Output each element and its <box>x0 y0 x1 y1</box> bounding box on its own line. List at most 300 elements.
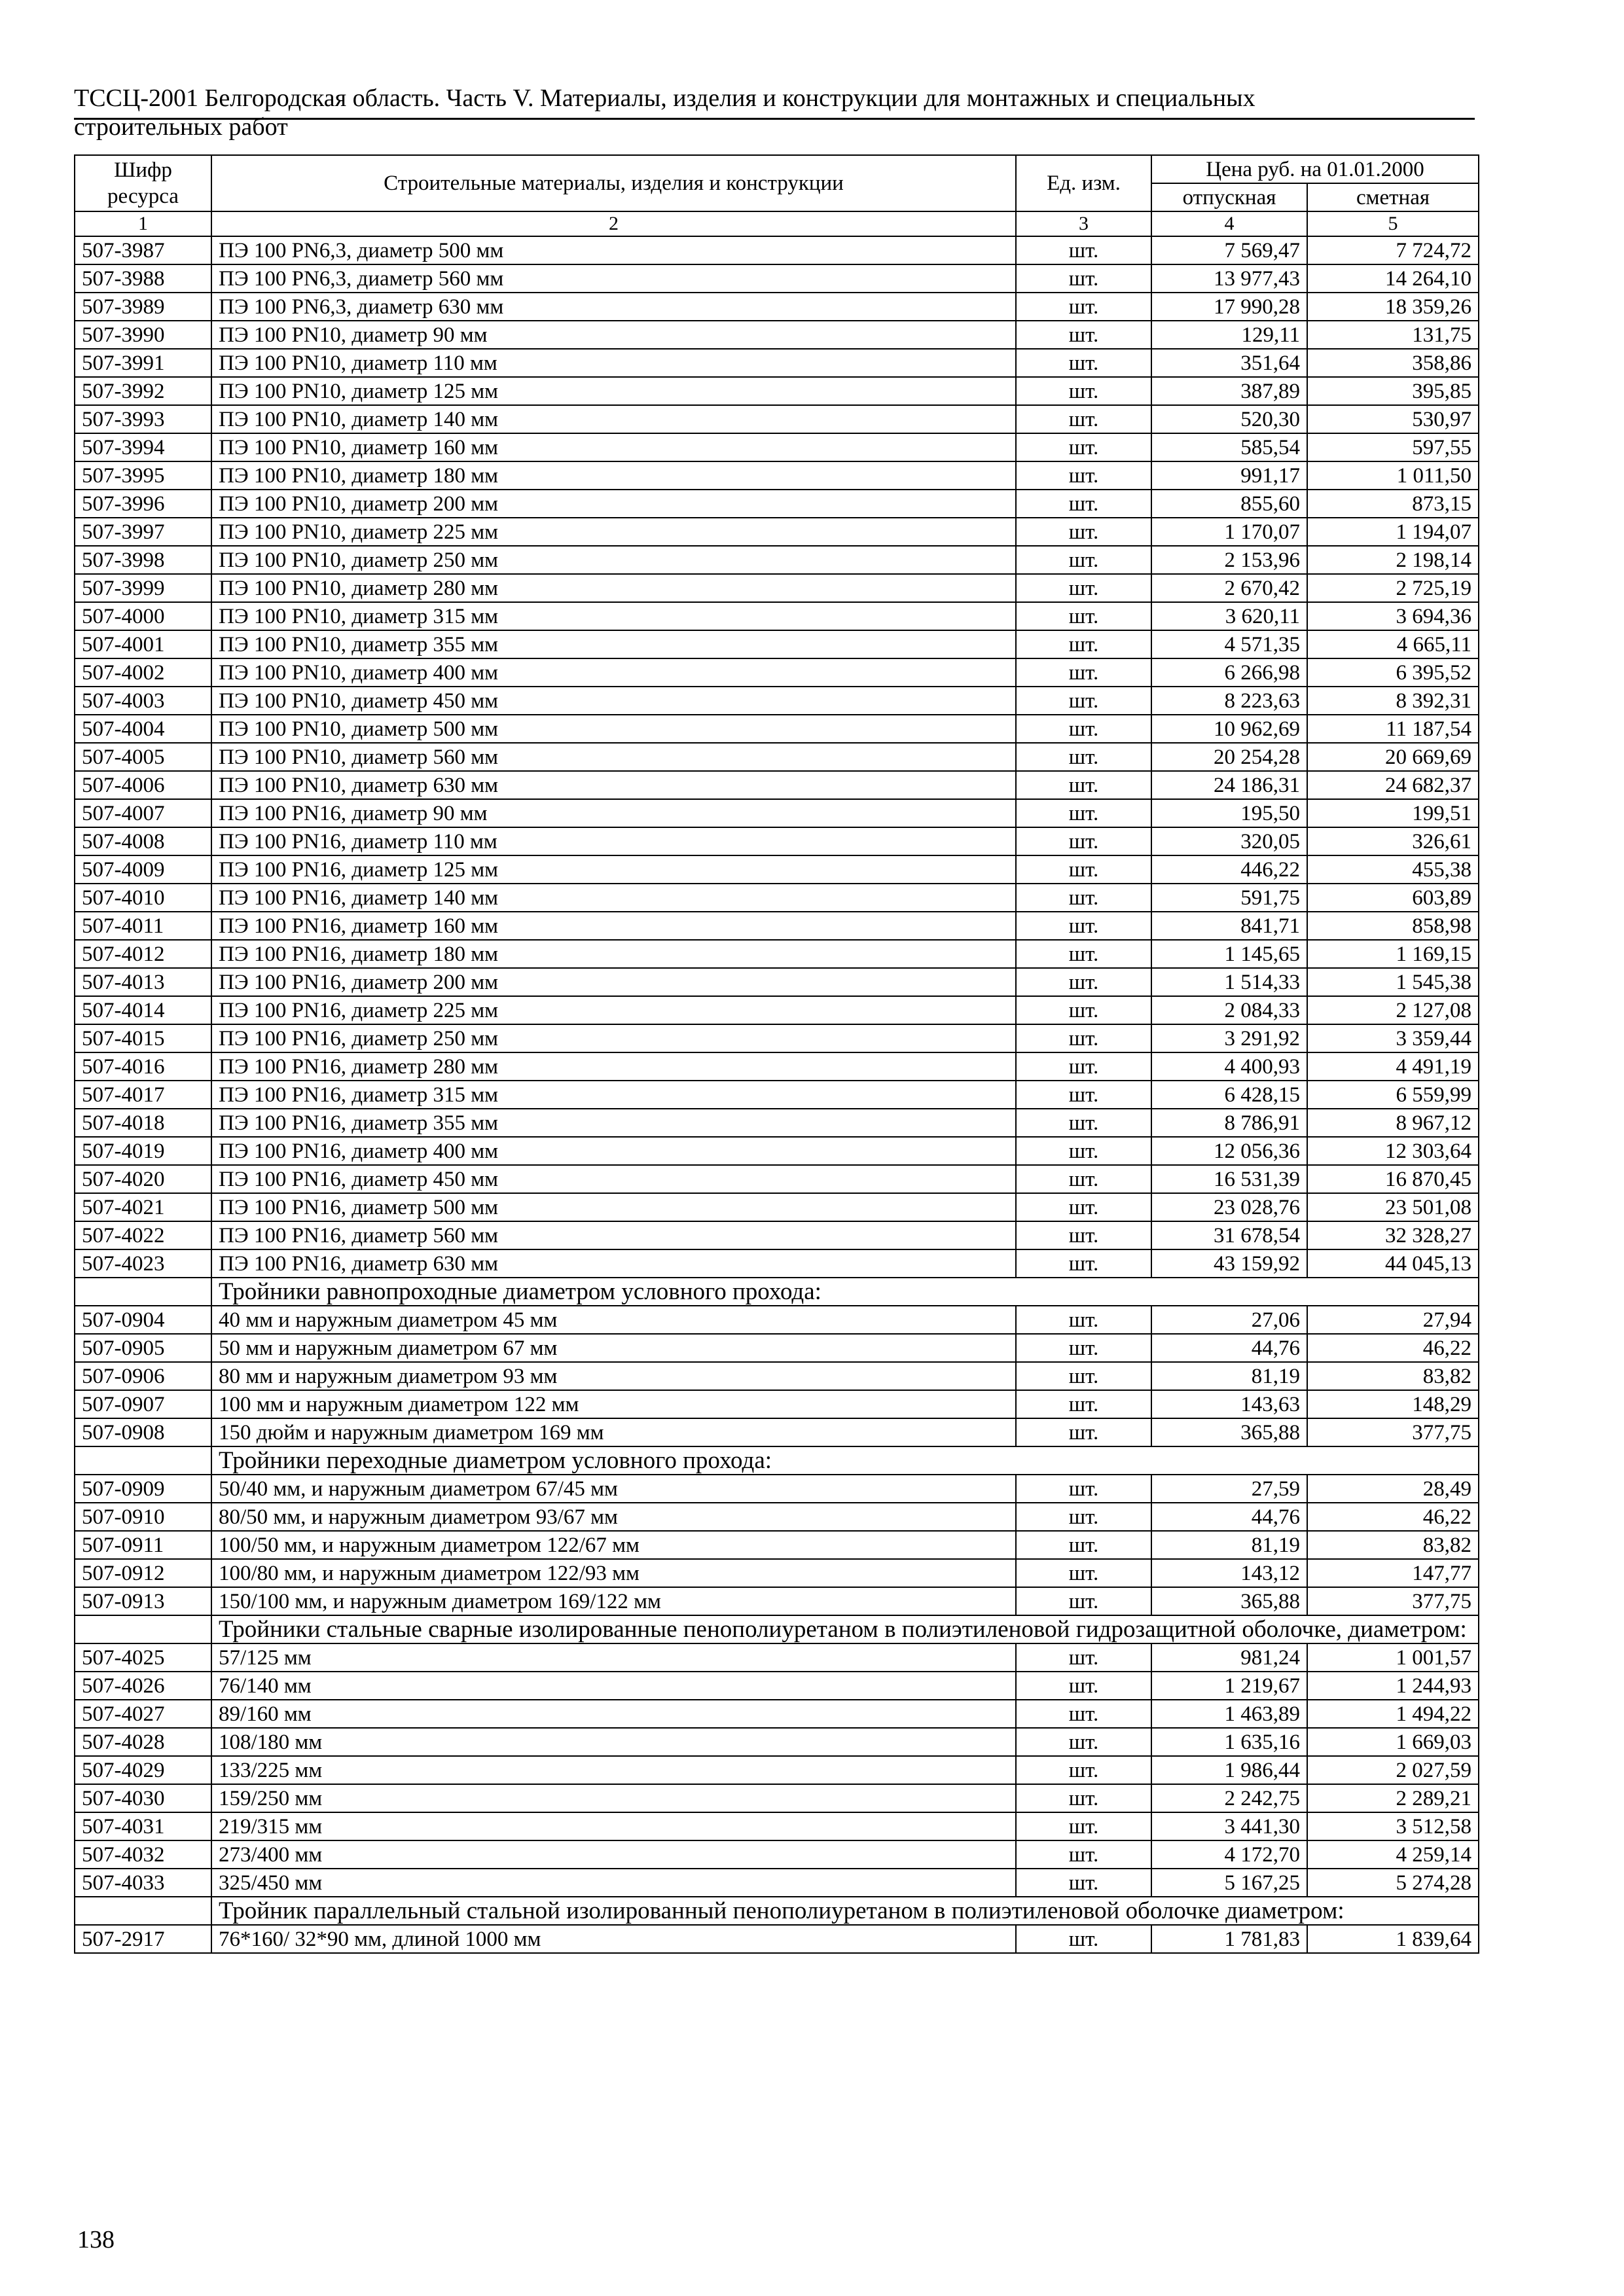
column-header-estimate-price: сметная <box>1307 183 1479 211</box>
release-price-cell: 1 781,83 <box>1151 1925 1307 1953</box>
table-row <box>75 264 1479 293</box>
table-row <box>75 1925 1479 1953</box>
estimate-price-cell: 83,82 <box>1307 1531 1479 1559</box>
column-header-code: Шифр ресурса <box>75 155 211 211</box>
resource-code-cell: 507-4030 <box>75 1784 211 1812</box>
release-price-cell: 143,12 <box>1151 1559 1307 1587</box>
table-row <box>75 687 1479 715</box>
table-row <box>75 1418 1479 1446</box>
resource-code-cell: 507-0913 <box>75 1587 211 1615</box>
unit-cell: шт. <box>1016 771 1151 799</box>
table-body <box>75 236 1479 1953</box>
release-price-cell: 591,75 <box>1151 884 1307 912</box>
table-row <box>75 1840 1479 1869</box>
material-name-cell: ПЭ 100 PN10, диаметр 280 мм <box>211 574 1016 602</box>
unit-cell: шт. <box>1016 1390 1151 1418</box>
unit-cell: шт. <box>1016 1362 1151 1390</box>
material-name-cell: 219/315 мм <box>211 1812 1016 1840</box>
unit-cell: шт. <box>1016 1024 1151 1052</box>
release-price-cell: 7 569,47 <box>1151 236 1307 264</box>
material-name-cell: ПЭ 100 PN10, диаметр 160 мм <box>211 433 1016 461</box>
estimate-price-cell: 46,22 <box>1307 1503 1479 1531</box>
table-row <box>75 940 1479 968</box>
material-name-cell: 159/250 мм <box>211 1784 1016 1812</box>
material-name-cell: ПЭ 100 PN10, диаметр 400 мм <box>211 658 1016 687</box>
estimate-price-cell: 1 669,03 <box>1307 1728 1479 1756</box>
estimate-price-cell: 1 244,93 <box>1307 1672 1479 1700</box>
table-row <box>75 405 1479 433</box>
unit-cell: шт. <box>1016 715 1151 743</box>
column-header-unit: Ед. изм. <box>1016 155 1151 211</box>
estimate-price-cell: 6 395,52 <box>1307 658 1479 687</box>
material-name-cell: ПЭ 100 PN10, диаметр 355 мм <box>211 630 1016 658</box>
material-name-cell: ПЭ 100 PN10, диаметр 450 мм <box>211 687 1016 715</box>
resource-code-cell: 507-4005 <box>75 743 211 771</box>
unit-cell: шт. <box>1016 293 1151 321</box>
unit-cell: шт. <box>1016 1081 1151 1109</box>
estimate-price-cell: 24 682,37 <box>1307 771 1479 799</box>
resource-code-cell: 507-4016 <box>75 1052 211 1081</box>
unit-cell: шт. <box>1016 855 1151 884</box>
release-price-cell: 3 620,11 <box>1151 602 1307 630</box>
unit-cell: шт. <box>1016 743 1151 771</box>
table-row <box>75 855 1479 884</box>
table-row <box>75 433 1479 461</box>
estimate-price-cell: 377,75 <box>1307 1587 1479 1615</box>
estimate-price-cell: 147,77 <box>1307 1559 1479 1587</box>
column-number: 4 <box>1151 211 1307 236</box>
unit-cell: шт. <box>1016 1672 1151 1700</box>
unit-cell: шт. <box>1016 1587 1151 1615</box>
resource-code-cell: 507-4004 <box>75 715 211 743</box>
release-price-cell: 143,63 <box>1151 1390 1307 1418</box>
table-row <box>75 1475 1479 1503</box>
material-name-cell: ПЭ 100 PN16, диаметр 450 мм <box>211 1165 1016 1193</box>
estimate-price-cell: 455,38 <box>1307 855 1479 884</box>
material-name-cell: ПЭ 100 PN10, диаметр 560 мм <box>211 743 1016 771</box>
resource-code-cell: 507-4002 <box>75 658 211 687</box>
document-header <box>74 84 1475 141</box>
release-price-cell: 44,76 <box>1151 1334 1307 1362</box>
resource-code-cell: 507-0910 <box>75 1503 211 1531</box>
release-price-cell: 8 786,91 <box>1151 1109 1307 1137</box>
release-price-cell: 991,17 <box>1151 461 1307 490</box>
unit-cell: шт. <box>1016 1137 1151 1165</box>
estimate-price-cell: 23 501,08 <box>1307 1193 1479 1221</box>
unit-cell: шт. <box>1016 1559 1151 1587</box>
release-price-cell: 4 571,35 <box>1151 630 1307 658</box>
unit-cell: шт. <box>1016 1334 1151 1362</box>
resource-code-cell: 507-4009 <box>75 855 211 884</box>
estimate-price-cell: 2 127,08 <box>1307 996 1479 1024</box>
column-header-name: Строительные материалы, изделия и конструкции <box>211 155 1016 211</box>
material-name-cell: 100 мм и наружным диаметром 122 мм <box>211 1390 1016 1418</box>
resource-code-cell: 507-3993 <box>75 405 211 433</box>
resource-code-cell: 507-0911 <box>75 1531 211 1559</box>
release-price-cell: 981,24 <box>1151 1643 1307 1672</box>
estimate-price-cell: 28,49 <box>1307 1475 1479 1503</box>
unit-cell: шт. <box>1016 1193 1151 1221</box>
unit-cell: шт. <box>1016 968 1151 996</box>
release-price-cell: 1 986,44 <box>1151 1756 1307 1784</box>
resource-code-cell: 507-3994 <box>75 433 211 461</box>
resource-code-cell: 507-0908 <box>75 1418 211 1446</box>
material-name-cell: 76*160/ 32*90 мм, длиной 1000 мм <box>211 1925 1016 1953</box>
estimate-price-cell: 858,98 <box>1307 912 1479 940</box>
section-heading-row <box>75 1897 1479 1925</box>
estimate-price-cell: 11 187,54 <box>1307 715 1479 743</box>
release-price-cell: 1 514,33 <box>1151 968 1307 996</box>
material-name-cell: ПЭ 100 PN10, диаметр 500 мм <box>211 715 1016 743</box>
column-number: 5 <box>1307 211 1479 236</box>
unit-cell: шт. <box>1016 1052 1151 1081</box>
table-row <box>75 602 1479 630</box>
section-heading: Тройники переходные диаметром условного прохода: <box>211 1446 1479 1475</box>
material-name-cell: ПЭ 100 PN16, диаметр 400 мм <box>211 1137 1016 1165</box>
release-price-cell: 43 159,92 <box>1151 1249 1307 1278</box>
column-header-price: Цена руб. на 01.01.2000 <box>1151 155 1479 183</box>
material-name-cell: ПЭ 100 PN16, диаметр 200 мм <box>211 968 1016 996</box>
estimate-price-cell: 2 289,21 <box>1307 1784 1479 1812</box>
estimate-price-cell: 3 512,58 <box>1307 1812 1479 1840</box>
unit-cell: шт. <box>1016 1869 1151 1897</box>
unit-cell: шт. <box>1016 884 1151 912</box>
release-price-cell: 2 242,75 <box>1151 1784 1307 1812</box>
release-price-cell: 27,59 <box>1151 1475 1307 1503</box>
table-row <box>75 377 1479 405</box>
resource-code-cell: 507-3995 <box>75 461 211 490</box>
estimate-price-cell: 199,51 <box>1307 799 1479 827</box>
resource-code-cell: 507-4032 <box>75 1840 211 1869</box>
material-name-cell: ПЭ 100 PN10, диаметр 630 мм <box>211 771 1016 799</box>
estimate-price-cell: 603,89 <box>1307 884 1479 912</box>
estimate-price-cell: 8 967,12 <box>1307 1109 1479 1137</box>
table-row <box>75 1306 1479 1334</box>
estimate-price-cell: 148,29 <box>1307 1390 1479 1418</box>
estimate-price-cell: 131,75 <box>1307 321 1479 349</box>
release-price-cell: 1 219,67 <box>1151 1672 1307 1700</box>
resource-code-cell: 507-4013 <box>75 968 211 996</box>
material-name-cell: 150/100 мм, и наружным диаметром 169/122 мм <box>211 1587 1016 1615</box>
material-name-cell: 133/225 мм <box>211 1756 1016 1784</box>
unit-cell: шт. <box>1016 405 1151 433</box>
material-name-cell: ПЭ 100 PN16, диаметр 280 мм <box>211 1052 1016 1081</box>
material-name-cell: ПЭ 100 PN16, диаметр 560 мм <box>211 1221 1016 1249</box>
release-price-cell: 841,71 <box>1151 912 1307 940</box>
estimate-price-cell: 1 839,64 <box>1307 1925 1479 1953</box>
release-price-cell: 16 531,39 <box>1151 1165 1307 1193</box>
table-row <box>75 490 1479 518</box>
estimate-price-cell: 1 494,22 <box>1307 1700 1479 1728</box>
estimate-price-cell: 395,85 <box>1307 377 1479 405</box>
resource-code-cell: 507-4021 <box>75 1193 211 1221</box>
resource-code-cell: 507-3998 <box>75 546 211 574</box>
material-name-cell: ПЭ 100 PN10, диаметр 225 мм <box>211 518 1016 546</box>
unit-cell: шт. <box>1016 630 1151 658</box>
release-price-cell: 6 266,98 <box>1151 658 1307 687</box>
table-row <box>75 518 1479 546</box>
material-name-cell: ПЭ 100 PN10, диаметр 180 мм <box>211 461 1016 490</box>
header-line-1: ТССЦ-2001 Белгородская область. Часть V. Материалы, изделия и конструкции для монтажных и специальных <box>74 84 1255 112</box>
material-name-cell: ПЭ 100 PN10, диаметр 200 мм <box>211 490 1016 518</box>
release-price-cell: 1 635,16 <box>1151 1728 1307 1756</box>
table-row <box>75 1390 1479 1418</box>
material-name-cell: ПЭ 100 PN10, диаметр 90 мм <box>211 321 1016 349</box>
release-price-cell: 81,19 <box>1151 1531 1307 1559</box>
table-row <box>75 321 1479 349</box>
section-heading-row <box>75 1615 1479 1643</box>
section-heading: Тройники равнопроходные диаметром условного прохода: <box>211 1278 1479 1306</box>
resource-code-cell: 507-4028 <box>75 1728 211 1756</box>
material-name-cell: ПЭ 100 PN16, диаметр 160 мм <box>211 912 1016 940</box>
section-heading-empty-cell <box>75 1897 211 1925</box>
table-row <box>75 996 1479 1024</box>
section-heading: Тройники стальные сварные изолированные пенополиуретаном в полиэтиленовой гидрозащитной оболочке, диаметром: <box>211 1615 1479 1643</box>
estimate-price-cell: 1 545,38 <box>1307 968 1479 996</box>
material-name-cell: ПЭ 100 PN16, диаметр 630 мм <box>211 1249 1016 1278</box>
table-row <box>75 1137 1479 1165</box>
unit-cell: шт. <box>1016 236 1151 264</box>
table-row <box>75 743 1479 771</box>
material-name-cell: 50 мм и наружным диаметром 67 мм <box>211 1334 1016 1362</box>
material-name-cell: 273/400 мм <box>211 1840 1016 1869</box>
resource-code-cell: 507-4012 <box>75 940 211 968</box>
unit-cell: шт. <box>1016 461 1151 490</box>
estimate-price-cell: 44 045,13 <box>1307 1249 1479 1278</box>
resource-code-cell: 507-4008 <box>75 827 211 855</box>
table-row <box>75 1165 1479 1193</box>
table-row <box>75 799 1479 827</box>
section-heading-row <box>75 1446 1479 1475</box>
release-price-cell: 195,50 <box>1151 799 1307 827</box>
resource-code-cell: 507-2917 <box>75 1925 211 1953</box>
release-price-cell: 585,54 <box>1151 433 1307 461</box>
table-row <box>75 574 1479 602</box>
release-price-cell: 31 678,54 <box>1151 1221 1307 1249</box>
estimate-price-cell: 597,55 <box>1307 433 1479 461</box>
release-price-cell: 387,89 <box>1151 377 1307 405</box>
resource-code-cell: 507-3987 <box>75 236 211 264</box>
resource-code-cell: 507-4033 <box>75 1869 211 1897</box>
column-number: 3 <box>1016 211 1151 236</box>
section-heading-empty-cell <box>75 1278 211 1306</box>
column-number: 2 <box>211 211 1016 236</box>
material-name-cell: ПЭ 100 PN10, диаметр 125 мм <box>211 377 1016 405</box>
resource-code-cell: 507-4007 <box>75 799 211 827</box>
unit-cell: шт. <box>1016 1306 1151 1334</box>
table-row <box>75 1052 1479 1081</box>
table-row <box>75 658 1479 687</box>
release-price-cell: 27,06 <box>1151 1306 1307 1334</box>
resource-code-cell: 507-3989 <box>75 293 211 321</box>
material-name-cell: ПЭ 100 PN16, диаметр 250 мм <box>211 1024 1016 1052</box>
estimate-price-cell: 46,22 <box>1307 1334 1479 1362</box>
material-name-cell: 40 мм и наружным диаметром 45 мм <box>211 1306 1016 1334</box>
resource-code-cell: 507-4011 <box>75 912 211 940</box>
resource-code-cell: 507-4010 <box>75 884 211 912</box>
section-heading-row <box>75 1278 1479 1306</box>
header-line-2: строительных работ <box>74 113 288 141</box>
estimate-price-cell: 1 011,50 <box>1307 461 1479 490</box>
table-row <box>75 1024 1479 1052</box>
unit-cell: шт. <box>1016 546 1151 574</box>
unit-cell: шт. <box>1016 1643 1151 1672</box>
resource-code-cell: 507-4027 <box>75 1700 211 1728</box>
resource-code-cell: 507-4023 <box>75 1249 211 1278</box>
resource-code-cell: 507-4029 <box>75 1756 211 1784</box>
resource-code-cell: 507-0909 <box>75 1475 211 1503</box>
unit-cell: шт. <box>1016 264 1151 293</box>
release-price-cell: 2 670,42 <box>1151 574 1307 602</box>
resource-code-cell: 507-4006 <box>75 771 211 799</box>
unit-cell: шт. <box>1016 490 1151 518</box>
unit-cell: шт. <box>1016 1840 1151 1869</box>
table-row <box>75 1756 1479 1784</box>
estimate-price-cell: 7 724,72 <box>1307 236 1479 264</box>
release-price-cell: 365,88 <box>1151 1587 1307 1615</box>
material-name-cell: ПЭ 100 PN16, диаметр 500 мм <box>211 1193 1016 1221</box>
release-price-cell: 5 167,25 <box>1151 1869 1307 1897</box>
table-row <box>75 1334 1479 1362</box>
unit-cell: шт. <box>1016 377 1151 405</box>
header-divider <box>74 118 1475 120</box>
release-price-cell: 2 153,96 <box>1151 546 1307 574</box>
table-row <box>75 968 1479 996</box>
unit-cell: шт. <box>1016 799 1151 827</box>
release-price-cell: 520,30 <box>1151 405 1307 433</box>
page-number: 138 <box>77 2226 115 2253</box>
estimate-price-cell: 27,94 <box>1307 1306 1479 1334</box>
resource-code-cell: 507-0905 <box>75 1334 211 1362</box>
table-row <box>75 293 1479 321</box>
table-row <box>75 1587 1479 1615</box>
material-name-cell: ПЭ 100 PN16, диаметр 110 мм <box>211 827 1016 855</box>
release-price-cell: 3 441,30 <box>1151 1812 1307 1840</box>
material-name-cell: ПЭ 100 PN16, диаметр 90 мм <box>211 799 1016 827</box>
release-price-cell: 10 962,69 <box>1151 715 1307 743</box>
estimate-price-cell: 2 725,19 <box>1307 574 1479 602</box>
table-row <box>75 1362 1479 1390</box>
resource-code-cell: 507-4019 <box>75 1137 211 1165</box>
resource-code-cell: 507-4025 <box>75 1643 211 1672</box>
estimate-price-cell: 1 169,15 <box>1307 940 1479 968</box>
material-name-cell: 150 дюйм и наружным диаметром 169 мм <box>211 1418 1016 1446</box>
release-price-cell: 351,64 <box>1151 349 1307 377</box>
release-price-cell: 3 291,92 <box>1151 1024 1307 1052</box>
resource-code-cell: 507-0906 <box>75 1362 211 1390</box>
resource-code-cell: 507-3999 <box>75 574 211 602</box>
estimate-price-cell: 16 870,45 <box>1307 1165 1479 1193</box>
table-row <box>75 1812 1479 1840</box>
material-name-cell: ПЭ 100 PN10, диаметр 140 мм <box>211 405 1016 433</box>
material-name-cell: ПЭ 100 PN16, диаметр 140 мм <box>211 884 1016 912</box>
unit-cell: шт. <box>1016 1756 1151 1784</box>
material-name-cell: ПЭ 100 PN10, диаметр 250 мм <box>211 546 1016 574</box>
table-row <box>75 349 1479 377</box>
unit-cell: шт. <box>1016 349 1151 377</box>
material-name-cell: 89/160 мм <box>211 1700 1016 1728</box>
estimate-price-cell: 20 669,69 <box>1307 743 1479 771</box>
unit-cell: шт. <box>1016 1728 1151 1756</box>
unit-cell: шт. <box>1016 1249 1151 1278</box>
section-heading: Тройник параллельный стальной изолированный пенополиуретаном в полиэтиленовой оболочке диаметром: <box>211 1897 1479 1925</box>
table-row <box>75 236 1479 264</box>
resource-code-cell: 507-0907 <box>75 1390 211 1418</box>
release-price-cell: 129,11 <box>1151 321 1307 349</box>
release-price-cell: 4 400,93 <box>1151 1052 1307 1081</box>
table-row <box>75 771 1479 799</box>
resource-code-cell: 507-4000 <box>75 602 211 630</box>
estimate-price-cell: 2 198,14 <box>1307 546 1479 574</box>
table-row <box>75 1728 1479 1756</box>
estimate-price-cell: 873,15 <box>1307 490 1479 518</box>
material-name-cell: 100/50 мм, и наружным диаметром 122/67 мм <box>211 1531 1016 1559</box>
table-row <box>75 630 1479 658</box>
material-name-cell: ПЭ 100 PN10, диаметр 110 мм <box>211 349 1016 377</box>
unit-cell: шт. <box>1016 1700 1151 1728</box>
table-row <box>75 1784 1479 1812</box>
material-name-cell: 108/180 мм <box>211 1728 1016 1756</box>
table-row <box>75 1081 1479 1109</box>
release-price-cell: 12 056,36 <box>1151 1137 1307 1165</box>
material-name-cell: ПЭ 100 PN16, диаметр 125 мм <box>211 855 1016 884</box>
resource-code-cell: 507-4001 <box>75 630 211 658</box>
unit-cell: шт. <box>1016 996 1151 1024</box>
table-row <box>75 1672 1479 1700</box>
material-name-cell: ПЭ 100 PN16, диаметр 315 мм <box>211 1081 1016 1109</box>
table-row <box>75 1249 1479 1278</box>
estimate-price-cell: 5 274,28 <box>1307 1869 1479 1897</box>
release-price-cell: 8 223,63 <box>1151 687 1307 715</box>
estimate-price-cell: 1 001,57 <box>1307 1643 1479 1672</box>
table-row <box>75 1221 1479 1249</box>
unit-cell: шт. <box>1016 1812 1151 1840</box>
unit-cell: шт. <box>1016 940 1151 968</box>
estimate-price-cell: 3 694,36 <box>1307 602 1479 630</box>
table-row <box>75 461 1479 490</box>
table-row <box>75 1559 1479 1587</box>
table-row <box>75 827 1479 855</box>
estimate-price-cell: 326,61 <box>1307 827 1479 855</box>
estimate-price-cell: 530,97 <box>1307 405 1479 433</box>
unit-cell: шт. <box>1016 518 1151 546</box>
estimate-price-cell: 14 264,10 <box>1307 264 1479 293</box>
unit-cell: шт. <box>1016 1503 1151 1531</box>
resource-code-cell: 507-0904 <box>75 1306 211 1334</box>
unit-cell: шт. <box>1016 1109 1151 1137</box>
resource-code-cell: 507-3992 <box>75 377 211 405</box>
table-row <box>75 1643 1479 1672</box>
release-price-cell: 1 170,07 <box>1151 518 1307 546</box>
table-row <box>75 715 1479 743</box>
material-name-cell: 50/40 мм, и наружным диаметром 67/45 мм <box>211 1475 1016 1503</box>
resource-code-cell: 507-4022 <box>75 1221 211 1249</box>
unit-cell: шт. <box>1016 1925 1151 1953</box>
resource-code-cell: 507-3997 <box>75 518 211 546</box>
resource-code-cell: 507-3990 <box>75 321 211 349</box>
release-price-cell: 1 145,65 <box>1151 940 1307 968</box>
release-price-cell: 6 428,15 <box>1151 1081 1307 1109</box>
unit-cell: шт. <box>1016 321 1151 349</box>
material-name-cell: ПЭ 100 PN6,3, диаметр 630 мм <box>211 293 1016 321</box>
material-name-cell: ПЭ 100 PN16, диаметр 355 мм <box>211 1109 1016 1137</box>
release-price-cell: 23 028,76 <box>1151 1193 1307 1221</box>
table-row <box>75 884 1479 912</box>
material-name-cell: 57/125 мм <box>211 1643 1016 1672</box>
release-price-cell: 13 977,43 <box>1151 264 1307 293</box>
unit-cell: шт. <box>1016 827 1151 855</box>
resource-code-cell: 507-4026 <box>75 1672 211 1700</box>
